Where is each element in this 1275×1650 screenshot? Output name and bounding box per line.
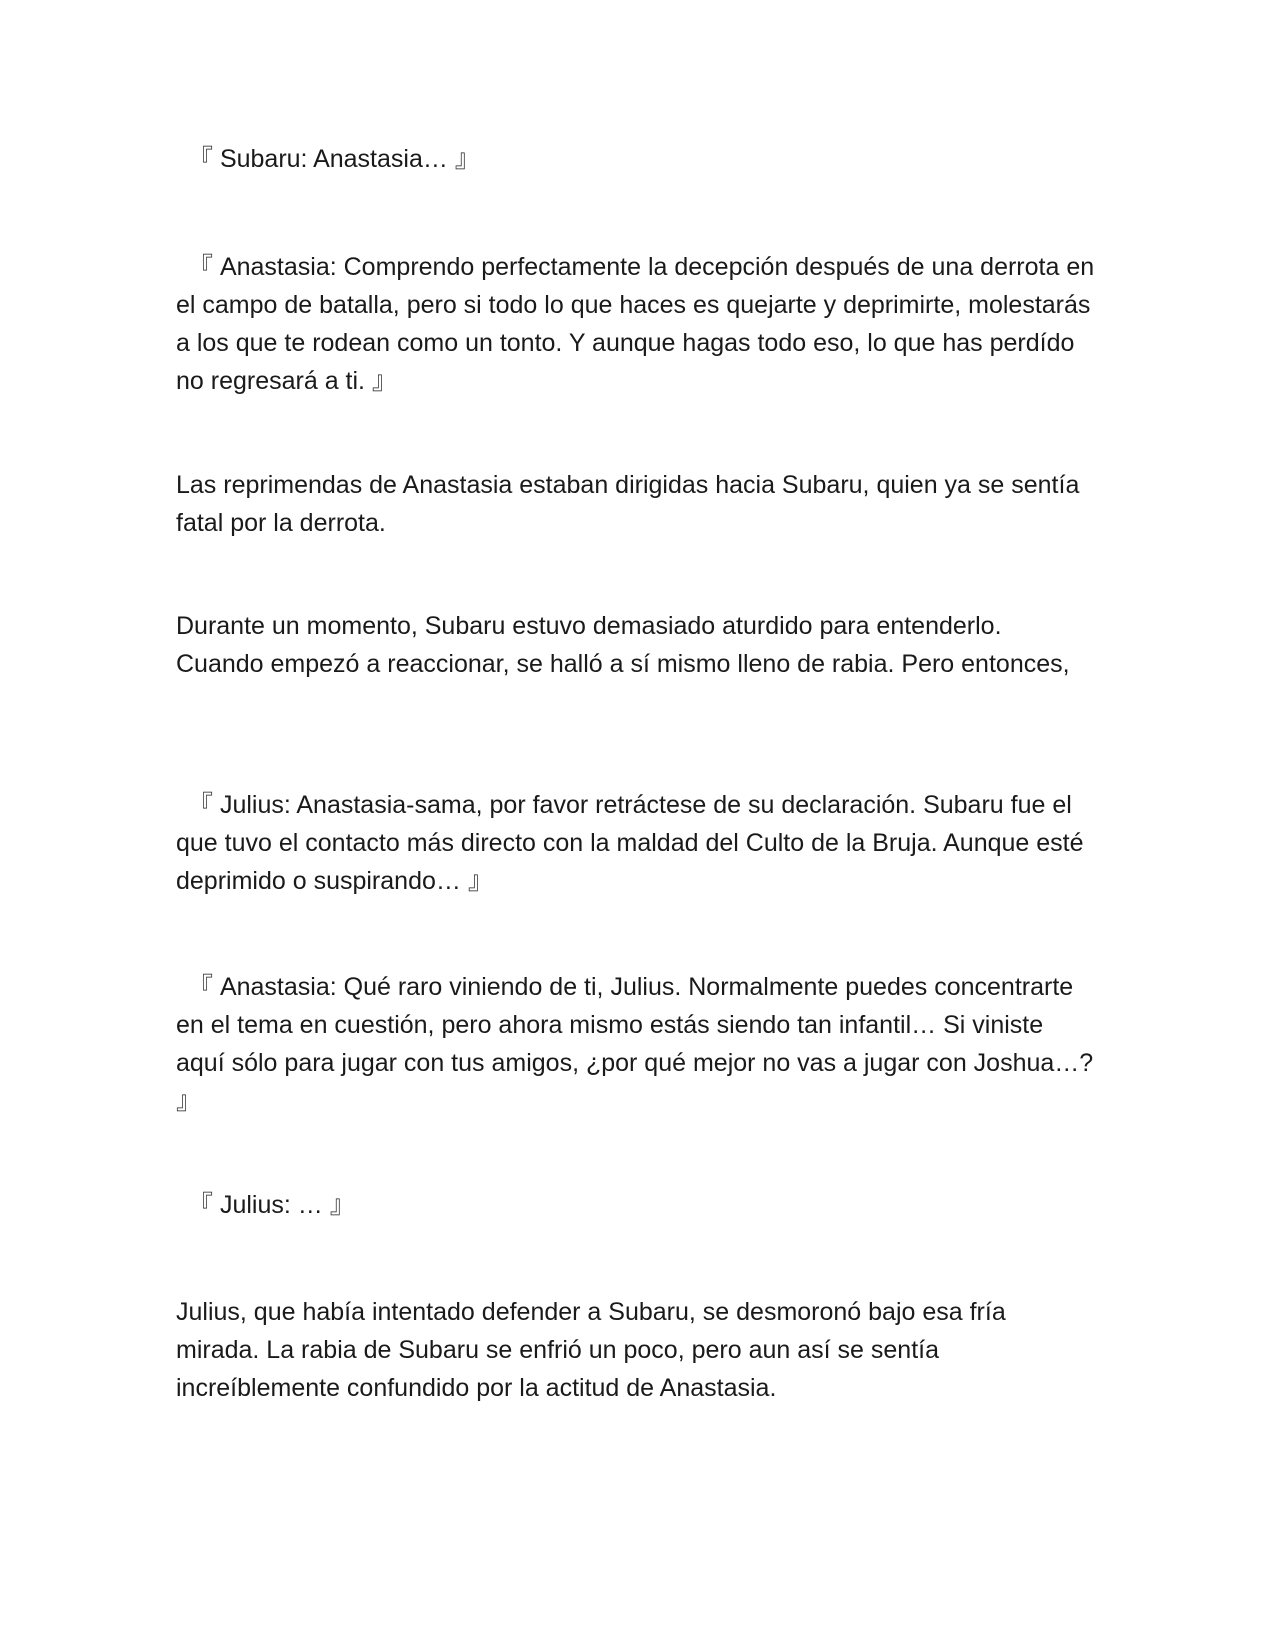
narration-paragraph-2: Durante un momento, Subaru estuvo demasiado aturdido para entenderlo. Cuando empezó a reaccionar, se halló a sí mismo lleno de rabia. Pero entonces, xyxy=(176,612,1070,678)
narration-paragraph-1: Las reprimendas de Anastasia estaban dirigidas hacia Subaru, quien ya se sentía fatal por la derrota. xyxy=(176,471,1080,537)
dialogue-anastasia-1: 『 Anastasia: Comprendo perfectamente la decepción después de una derrota en el campo de batalla, pero si todo lo que haces es quejarte y deprimirte, molestarás a los que te rodean como un tonto. Y aunque hagas todo eso, lo que has perdído no regresará a ti. 』 xyxy=(176,253,1095,395)
narration-paragraph-3: Julius, que había intentado defender a Subaru, se desmoronó bajo esa fría mirada. La rabia de Subaru se enfrió un poco, pero aun así se sentía increíblemente confundido por la actitud de Anastasia. xyxy=(176,1298,1006,1402)
dialogue-anastasia-2: 『 Anastasia: Qué raro viniendo de ti, Julius. Normalmente puedes concentrarte en el tema en cuestión, pero ahora mismo estás siendo tan infantil… Si viniste aquí sólo para jugar con tus amigos, ¿por qué mejor no vas a jugar con Joshua…? 』 xyxy=(176,973,1094,1115)
dialogue-julius-1: 『 Julius: Anastasia-sama, por favor retráctese de su declaración. Subaru fue el que tuvo el contacto más directo con la maldad del Culto de la Bruja. Aunque esté deprimido o suspirando… 』 xyxy=(176,791,1084,895)
dialogue-subaru-1: 『 Subaru: Anastasia… 』 xyxy=(188,145,480,173)
dialogue-julius-2: 『 Julius: … 』 xyxy=(188,1191,355,1219)
